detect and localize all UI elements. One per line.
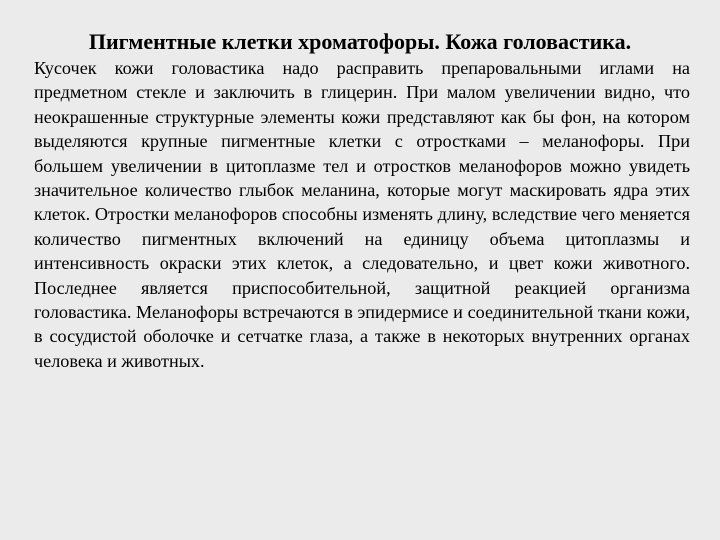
- slide-title: Пигментные клетки хроматофоры. Кожа головастика.: [88, 29, 632, 54]
- slide-body-text: Кусочек кожи головастика надо расправить препаровальными иглами на предметном стекле и заключить в глицерин. При малом увеличении видно, что неокрашенные структурные элементы кожи представляют как бы фон, на котором выделяются крупные пигментные клетки с отростками – меланофоры. При большем увеличении в цитоплазме тел и отростков меланофоров можно увидеть значительное количество глыбок меланина, которые могут маскировать ядра этих клеток. Отростки меланофоров способны изменять длину, вследствие чего меняется количество пигментных включений на единицу объема цитоплазмы и интенсивность окраски этих клеток, а следовательно, и цвет кожи животного. Последнее является приспособительной, защитной реакцией организма головастика. Меланофоры встречаются в эпидермисе и соединительной ткани кожи, в сосудистой оболочке и сетчатке глаза, а также в некоторых внутренних органах человека и животных.: [34, 58, 690, 371]
